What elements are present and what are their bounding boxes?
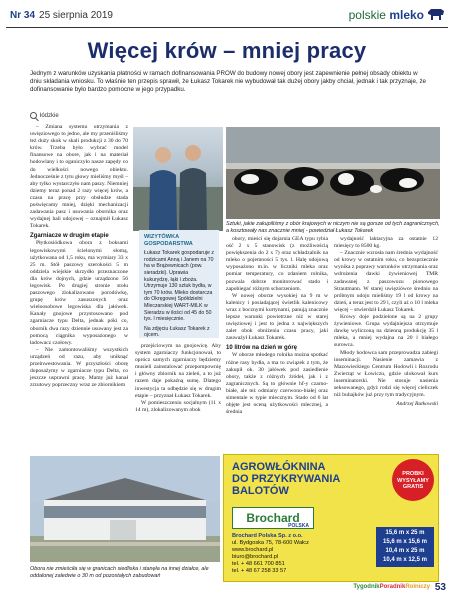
ad-email-link[interactable]: biuro@brochard.pl bbox=[232, 554, 279, 560]
issue-number: Nr 34 25 sierpnia 2019 bbox=[10, 10, 113, 21]
region-tag: łódzkie bbox=[30, 112, 59, 119]
column-2 bbox=[135, 343, 221, 414]
ad-website-link[interactable]: www.brochard.pl bbox=[232, 547, 274, 553]
article-lead: Jednym z warunków uzyskania płatności w ramach dofinansowania PROW do budowy nowej obory jest zapewnienie pełnej obsady obiektu w dniu składania wniosku. To właśnie ten przepis sprawił, że Łukasz Tokarek nie wybudował tak dużej obory jakby chciał, jednak i tak przyznaje, że dofinansowanie było bardzo pomocne w jego przypadku. bbox=[30, 70, 426, 94]
paragraph: obory, mieści się dojarnia GEA typu rybia ość 2 x 5 stanowisk (z możliwością powiększenia do 2 x 7) oraz schładzalnik na mleko o pojemności 5 tys. l. Halę udojową wyposażono m.in. w liczniki mleka oraz pomiar temperatury, co zdaniem rolnika, pozwala dobrze monitorować stado i zapobiegać różnym schorzeniom. bbox=[226, 236, 328, 292]
issue-date: 25 sierpnia 2019 bbox=[39, 10, 113, 21]
free-samples-badge: PROBKI WYSYŁAMY GRATIS bbox=[392, 459, 434, 501]
paragraph: W nowej oborze wysokiej na 9 m w kalenicy i posiadającej świetlik kalenicowy wraz z bocznymi kurtynami, panują znacznie lepsze warunki powietrzne niż w starej uwięziowej i jest to jedna z największych zalet obok obniżenia czasu pracy, jaki zauważył Łukasz Tokarek. bbox=[226, 292, 328, 342]
brochard-logo: Brochard POLSKA bbox=[232, 507, 314, 529]
column-4 bbox=[334, 236, 438, 408]
page-number: 53 bbox=[434, 582, 446, 593]
column-3 bbox=[226, 236, 328, 416]
brochard-advertisement[interactable] bbox=[223, 454, 439, 582]
paragraph: wydajność laktacyjna za ostatnie 12 miesięcy to 8500 kg. bbox=[334, 236, 438, 250]
page-header bbox=[6, 6, 448, 28]
farm-info-title: WIZYTÓWKA GOSPODARSTWA bbox=[144, 234, 193, 247]
ad-title: AGROWŁÓKNINA DO PRZYKRYWANIA BALOTÓW bbox=[232, 461, 341, 497]
subheading: Zgarniacze w drugim etapie bbox=[30, 233, 109, 240]
paragraph: Płytkosiódkowa obora z boksami legowiskowymi ścielonymi słomą, użytkowana od 1,5 roku, ma wymiary 33 x 25 m. Stół paszowy szerokości 5 m oddziela wiejskie skrzydło przeznaczone dla krów dojnych, gdzie urządzono 56 legowisk. Po drugiej stronie stołu paszowego zlokalizowano porodówkę, grupę krów zasuszonych oraz wieloosobowe legowiska dla jałówek. Kanały gnojowe przystosowano pod zgarniacze typu Delta, jednak póki co, obornik dwa razy dziennie usuwany jest za pomocą ciągnika wyposażonego w ładowacz czołowy. bbox=[30, 240, 128, 346]
barn-photo bbox=[30, 456, 220, 562]
paragraph: przejściowym na gnojowicę. Aby system zgarniaczy funkcjonował, to oprócz samych zgarniaczy będziemy musieli zainstalować przepompownię i główny zbiornik na zieleń, a to już razem daje pokaźną sumę. Dlatego inwestycja ta odbędzie się w drugim etapie – przyznał Łukasz Tokarek. bbox=[135, 343, 221, 399]
cows-barn-photo bbox=[226, 127, 440, 219]
footer-brand: TygodnikPoradnikRolniczy bbox=[353, 584, 430, 590]
article-headline: Więcej krów – mniej pracy bbox=[87, 38, 367, 63]
subheading: 10 litrów na dzień w górę bbox=[226, 345, 298, 352]
farm-info-box bbox=[139, 230, 219, 338]
paragraph: W oborze młodego rolnika można spotkać różne rasy bydła, a ma to związek z tym, że zakupił ok. 30 jałówek pod zasiedlenie obory, także z różnych źródeł, jak i z zagranicznych. Są to głównie hf-y czarno-białe, ale też odmiany czerwono-białej oraz simentale w typie mlecznym. Stado od 6 lat objęte jest oceną użytkowości mlecznej, a średnia bbox=[226, 352, 328, 416]
caption-barn: Obora nie zmieściła się w granicach siedliska i stanęła na innej działce, ale oddalonej zaledwie o 30 m od pozostałych zabudowań bbox=[30, 566, 209, 579]
paragraph: – Zmiana systemu utrzymania z uwięziowego to jedno, ale my przeniśliśmy też duży skok w skali produkcji z 30 do 70 krów. Trzeba było wybrać model finansowe na obore, jak i na materiał hodowlany i to oganiczyło nasze zapędy co do wielkości nowego obiektu. Jednocześnie z tytu głowy mieliśmy myśl – aby tylko wystarczyło nam paszy. Niemniej dziemy teraz ponad 2 razy więcej krów, a czasu na pracę przy obsłudze stada poświęcamy mniej, dzięki mechanizacji zadawania pasz i usuwania obornika oraz wydajnej hali udojowej – oznajmił Łukasz Tokarek. bbox=[30, 124, 128, 230]
cow-icon bbox=[426, 6, 446, 22]
column-1 bbox=[30, 124, 128, 389]
author-signature: Andrzej Rutkowski bbox=[396, 401, 438, 408]
farm-info-photo-note: Na zdjęciu Łukasz Tokarek z ojcem. bbox=[144, 325, 210, 339]
farmers-photo bbox=[133, 127, 223, 231]
magnifier-icon bbox=[30, 112, 37, 119]
ad-sizes-list: 15,6 m x 25 m 15,6 m x 15,6 m 10,4 m x 25 m 10,4 m x 12,5 m bbox=[376, 527, 434, 567]
paragraph: Młody hodowca sam przeprowadza zabiegi inseminacji. Nasienie zamawia z Mazowieckiego Centrum Hodowli i Rozrodu Zwierząt w Łowiczu, gdzie ulokował kurs inseminatorski. Nie stosuje nasienia seksowanego, gdyż rodzi się więcej cieliczek niż buhajków już przy tym tradycyjnym. bbox=[334, 349, 438, 399]
caption-cows: Sztuki, jakie zakupiliśmy z obór krajowych w niczym nie są gorsze od tych zagranicznych, a kosztowały nas znacznie mniej - powiedział Łukasz Tokarek bbox=[226, 221, 440, 234]
paragraph: – Znacznie wzrosła nam średnia wydajność od krowy w ostatnim roku, co bezsprzecznie wynika z poprawy warunków utrzymania oraz wdrożenia dawki żywieniowej TMR zadawanej z paszowozu pionowego Strautmann. W starej uwięziówce średnio na próbnym udoju mieliśmy 19 l od krowy na dzień, a teraz jest to 29 l, czyli aż o 10 l mleka więcej – stwierdził Łukasz Tokarek. bbox=[334, 250, 438, 313]
brand-name: polskie mleko bbox=[348, 8, 424, 22]
paragraph: W pomieszczeniu socjalnym (11 x 14 m), zlokalizowanym obok bbox=[135, 399, 221, 413]
page-footer bbox=[6, 582, 448, 596]
ad-contact: Brochard Polska Sp. z o.o. ul. Bydgoska 75, 78-600 Wałcz www.brochard.pl biuro@brochard.pl tel. + 48 661 700 851 tel. + 48 67 258 33 57 bbox=[232, 533, 309, 574]
farm-info-text: Łukasz Tokarek gospodaruje z rodzicami Anną i Janem na 70 ha w Brążewnicach (pow. sieradzki). Uprawia kukurydzę, łąki i zboża. Utrzymuje 130 sztuk bydła, w tym 70 krów. Mleko dostarcza do Okręgowej Spółdzielni Mleczarskiej WART-MILK w Sieradzu w ilości od 45 do 50 tys. l miesięcznie. bbox=[144, 250, 214, 323]
paragraph: – Nie zamontowaliśmy wszystkich urządzeń od razu, aby uniknąć przeinwestowania. W przyszłości oborę doposażymy w zgarniacze typu Delta, co jeszcze usprawni pracę. Mamy już kanał zrzutowy poprzeczny wraz ze zbiornikiem bbox=[30, 346, 128, 389]
paragraph: Krowy doje podzielone są na 2 grupy żywieniowe. Grupa wydajniejsza otrzymuje dawkę wyliczoną na dzienną produkcję 35 l mleka, a mniej wydajna na 20 l białego surowca. bbox=[334, 314, 438, 349]
